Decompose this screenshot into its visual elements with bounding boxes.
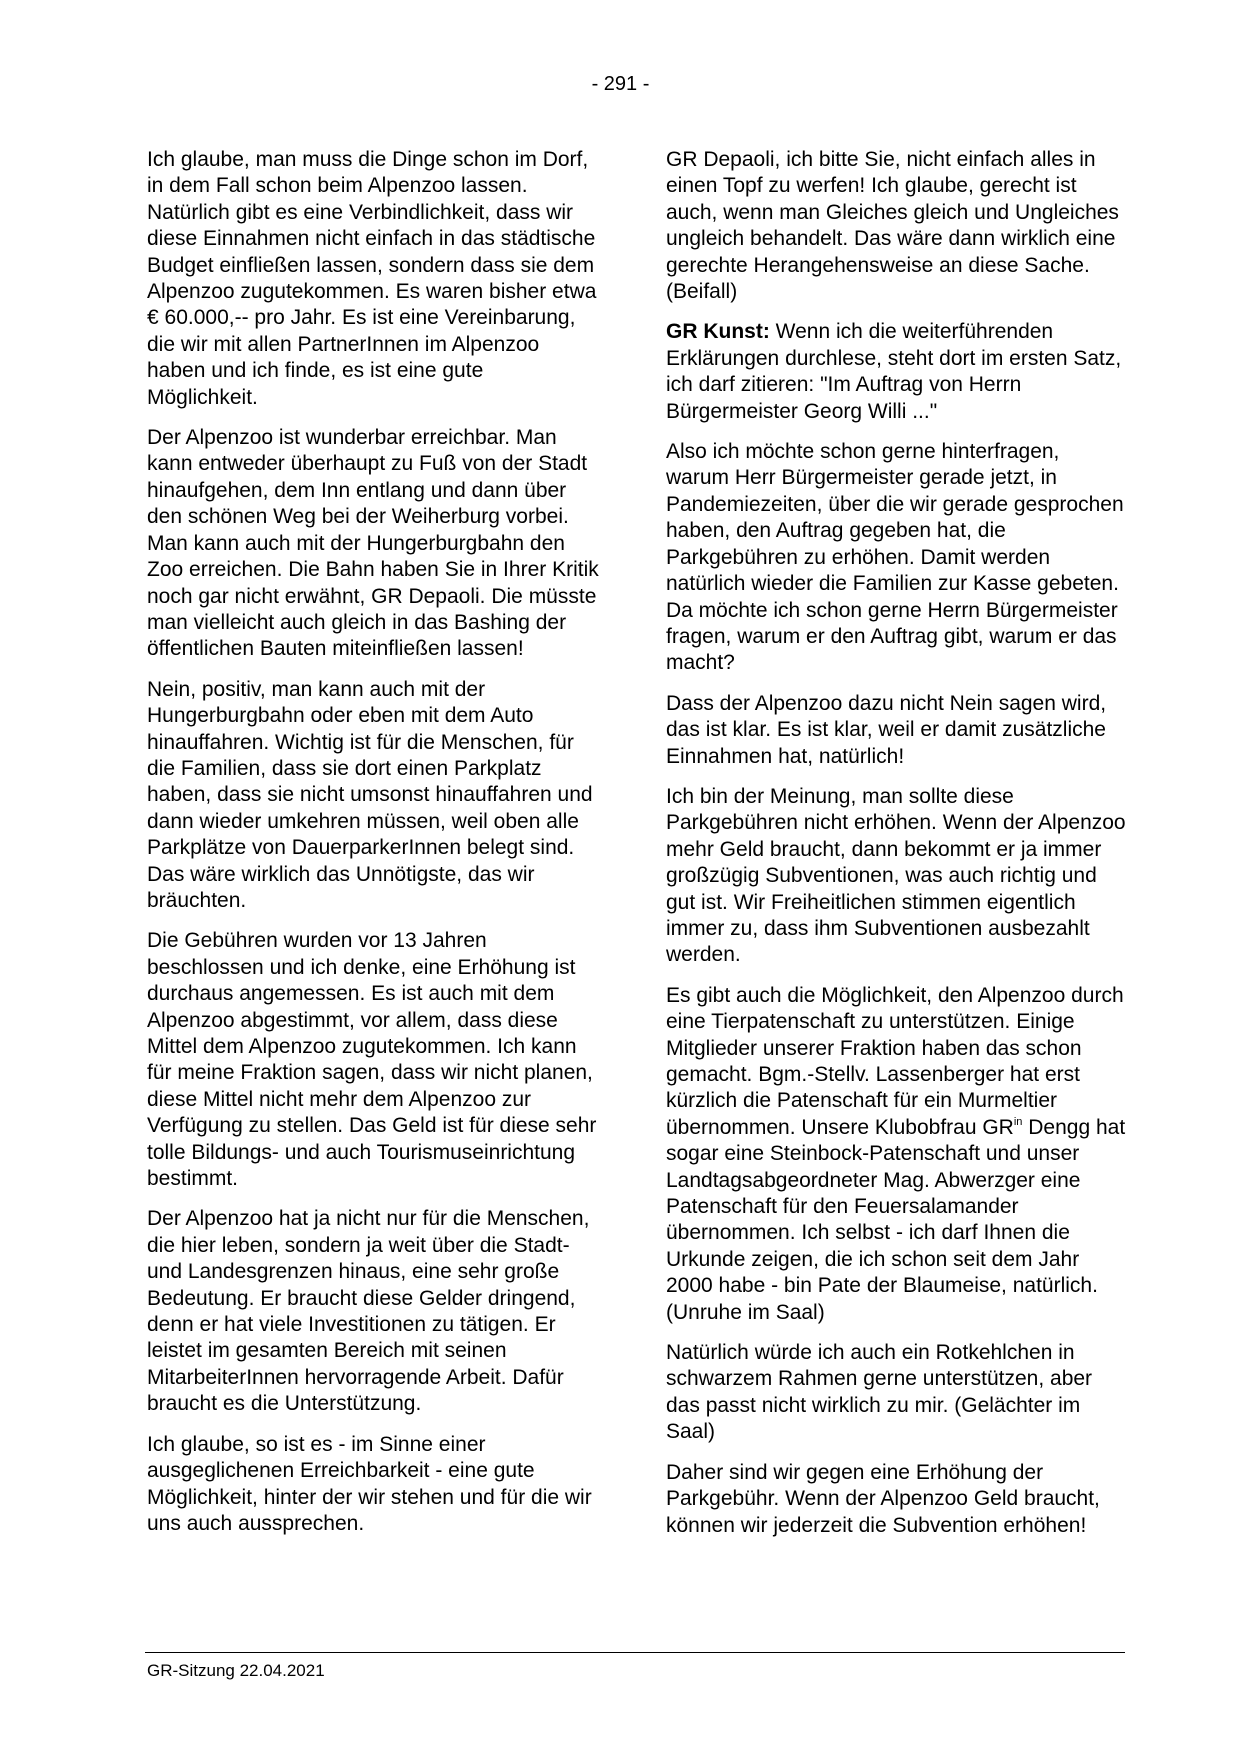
paragraph: Daher sind wir gegen eine Erhöhung der Parkgebühr. Wenn der Alpenzoo Geld braucht, können wir jederzeit die Subvention erhöhen! bbox=[666, 1460, 1100, 1537]
left-column bbox=[147, 147, 599, 1551]
paragraph: Ich bin der Meinung, man sollte diese Parkgebühren nicht erhöhen. Wenn der Alpenzoo mehr Geld braucht, dann bekommt er ja immer großzügig Subventionen, was auch richtig und gut ist. Wir Freiheitlichen stimmen eigentlich immer zu, dass ihm Subventionen ausbezahlt werden. bbox=[666, 784, 1126, 967]
paragraph: Nein, positiv, man kann auch mit der Hungerburgbahn oder eben mit dem Auto hinauffahren. Wichtig ist für die Menschen, für die Familien, dass sie dort einen Parkplatz haben, dass sie nicht umsonst hinauffahren und dann wieder umkehren müssen, weil oben alle Parkplätze von DauerparkerInnen belegt sind. Das wäre wirklich das Unnötigste, das wir bräuchten. bbox=[147, 677, 593, 912]
paragraph: Ich glaube, man muss die Dinge schon im Dorf, in dem Fall schon beim Alpenzoo lassen. Natürlich gibt es eine Verbindlichkeit, dass wir diese Einnahmen nicht einfach in das städtische Budget einfließen lassen, sondern dass sie dem Alpenzoo zugutekommen. Es waren bisher etwa € 60.000,-- pro Jahr. Es ist eine Vereinbarung, die wir mit allen PartnerInnen im Alpenzoo haben und ich finde, es ist eine gute Möglichkeit. bbox=[147, 148, 597, 409]
footer-session-date: GR-Sitzung 22.04.2021 bbox=[147, 1661, 325, 1680]
paragraph: Natürlich würde ich auch ein Rotkehlchen in schwarzem Rahmen gerne unterstützen, aber das passt nicht wirklich zu mir. (Gelächter im Saal) bbox=[666, 1341, 1093, 1444]
right-column bbox=[666, 147, 1126, 1553]
superscript-suffix: in bbox=[1013, 1115, 1023, 1128]
paragraph: Der Alpenzoo hat ja nicht nur für die Menschen, die hier leben, sondern ja weit über die Stadt- und Landesgrenzen hinaus, eine sehr große Bedeutung. Er braucht diese Gelder dringend, denn er hat viele Investitionen zu tätigen. Er leistet im gesamten Bereich mit seinen MitarbeiterInnen hervorragende Arbeit. Dafür braucht es die Unterstützung. bbox=[147, 1207, 590, 1416]
paragraph: GR Depaoli, ich bitte Sie, nicht einfach alles in einen Topf zu werfen! Ich glaube, gerecht ist auch, wenn man Gleiches gleich und Ungleiches ungleich behandelt. Das wäre dann wirklich eine gerechte Herangehensweise an diese Sache. (Beifall) bbox=[666, 148, 1119, 304]
speaker-name: GR Kunst: bbox=[666, 320, 770, 344]
footer-divider bbox=[145, 1652, 1125, 1653]
paragraph-text: Dengg hat sogar eine Steinbock-Patenschaft und unser Landtagsabgeordneter Mag. Abwerzger eine Patenschaft für den Feuersalamander übernommen. Ich selbst - ich darf Ihnen die Urkunde zeigen, die ich schon seit dem Jahr 2000 habe - bin Pate der Blaumeise, natürlich. (Unruhe im Saal) bbox=[666, 1115, 1126, 1324]
speech-text: Wenn ich die weiterführenden Erklärungen durchlese, steht dort im ersten Satz, ich darf zitieren: "Im Auftrag von Herrn Bürgermeister Georg Willi ..." bbox=[666, 320, 1122, 423]
page-number: - 291 - bbox=[591, 73, 650, 95]
paragraph bbox=[666, 983, 1126, 1326]
paragraph-text: Es gibt auch die Möglichkeit, den Alpenzoo durch eine Tierpatenschaft zu unterstützen. Einige Mitglieder unserer Fraktion haben das schon gemacht. Bgm.-Stellv. Lassenberger hat erst kürzlich die Patenschaft für ein Murmeltier übernommen. Unsere Klubobfrau GR bbox=[666, 983, 1124, 1139]
speaker-paragraph bbox=[666, 319, 1126, 425]
paragraph: Dass der Alpenzoo dazu nicht Nein sagen wird, das ist klar. Es ist klar, weil er damit zusätzliche Einnahmen hat, natürlich! bbox=[666, 691, 1107, 768]
paragraph: Ich glaube, so ist es - im Sinne einer ausgeglichenen Erreichbarkeit - eine gute Möglichkeit, hinter der wir stehen und für die wir uns auch aussprechen. bbox=[147, 1432, 592, 1535]
paragraph: Der Alpenzoo ist wunderbar erreichbar. Man kann entweder überhaupt zu Fuß von der Stadt hinaufgehen, dem Inn entlang und dann über den schönen Weg bei der Weiherburg vorbei. Man kann auch mit der Hungerburgbahn den Zoo erreichen. Die Bahn haben Sie in Ihrer Kritik noch gar nicht erwähnt, GR Depaoli. Die müsste man vielleicht auch gleich in das Bashing der öffentlichen Bauten miteinfließen lassen! bbox=[147, 426, 599, 661]
paragraph: Die Gebühren wurden vor 13 Jahren beschlossen und ich denke, eine Erhöhung ist durchaus angemessen. Es ist auch mit dem Alpenzoo abgestimmt, vor allem, dass diese Mittel dem Alpenzoo zugutekommen. Ich kann für meine Fraktion sagen, dass wir nicht planen, diese Mittel nicht mehr dem Alpenzoo zur Verfügung zu stellen. Das Geld ist für diese sehr tolle Bildungs- und auch Tourismuseinrichtung bestimmt. bbox=[147, 929, 597, 1191]
paragraph: Also ich möchte schon gerne hinterfragen, warum Herr Bürgermeister gerade jetzt, in Pandemiezeiten, über die wir gerade gesprochen haben, den Auftrag gegeben hat, die Parkgebühren zu erhöhen. Damit werden natürlich wieder die Familien zur Kasse gebeten. Da möchte ich schon gerne Herrn Bürgermeister fragen, warum er den Auftrag gibt, warum er das macht? bbox=[666, 440, 1124, 675]
